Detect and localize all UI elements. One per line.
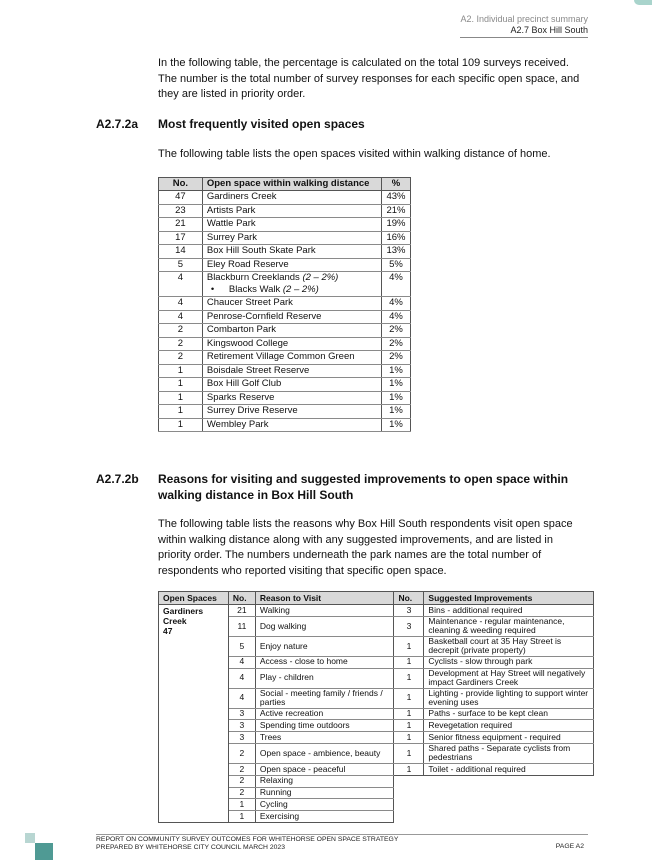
column-header-percent: %: [382, 178, 411, 191]
improvement-text: Development at Hay Street will negatively impact Gardiners Creek: [424, 668, 594, 688]
row-percent: 21%: [382, 204, 411, 218]
reason-count: 2: [228, 743, 255, 763]
reason-count: 5: [228, 636, 255, 656]
row-count: 2: [159, 351, 203, 365]
reason-count: 1: [228, 811, 255, 823]
row-percent: 13%: [382, 245, 411, 259]
table-row: [159, 324, 411, 338]
intro-paragraph: In the following table, the percentage is calculated on the total 109 surveys received. The number is the total number of survey responses for each specific open space, and they are listed in priority order.: [158, 57, 580, 100]
column-header-improvement: Suggested Improvements: [424, 592, 594, 605]
empty-cell: [424, 811, 594, 823]
improvement-count: 1: [394, 743, 424, 763]
park-name: Gardiners Creek: [163, 606, 204, 626]
table-row: [159, 337, 411, 351]
improvement-text: Cyclists - slow through park: [424, 656, 594, 668]
row-percent: 2%: [382, 351, 411, 365]
reason-count: 11: [228, 616, 255, 636]
row-count: 23: [159, 204, 203, 218]
row-percent: 1%: [382, 364, 411, 378]
row-open-space: Gardiners Creek: [202, 191, 381, 205]
improvement-text: Lighting - provide lighting to support winter evening uses: [424, 688, 594, 708]
table-row: [159, 245, 411, 259]
table-row: [159, 297, 411, 311]
column-header-open-space: Open space within walking distance: [202, 178, 381, 191]
reason-text: Running: [255, 787, 394, 799]
row-count: 2: [159, 337, 203, 351]
row-open-space: Kingswood College: [202, 337, 381, 351]
row-open-space: Chaucer Street Park: [202, 297, 381, 311]
reason-text: Open space - ambience, beauty: [255, 743, 394, 763]
table-row: [159, 391, 411, 405]
table-header-row: [159, 592, 594, 605]
reason-count: 1: [228, 799, 255, 811]
improvement-count: 1: [394, 668, 424, 688]
empty-cell: [394, 811, 424, 823]
improvement-count: 1: [394, 656, 424, 668]
table-row: [159, 204, 411, 218]
park-cell: [159, 605, 229, 823]
visited-open-spaces-table: [158, 177, 411, 432]
row-open-space: Artists Park: [202, 204, 381, 218]
reasons-improvements-table: [158, 591, 594, 823]
table-row: [159, 272, 411, 297]
footer-report-title: REPORT ON COMMUNITY SURVEY OUTCOMES FOR WHITEHORSE OPEN SPACE STRATEGY: [96, 836, 399, 843]
sub-open-space-name: Blacks Walk: [228, 284, 281, 295]
row-count: 14: [159, 245, 203, 259]
column-header-reason-no: No.: [228, 592, 255, 605]
empty-cell: [394, 799, 424, 811]
row-count: 1: [159, 391, 203, 405]
row-open-space: [202, 272, 381, 297]
row-count: 2: [159, 324, 203, 338]
section-a-title: Most frequently visited open spaces: [158, 117, 365, 131]
table-row: [159, 351, 411, 365]
row-percent: 2%: [382, 337, 411, 351]
improvement-count: 1: [394, 708, 424, 720]
reason-count: 3: [228, 732, 255, 744]
improvement-count: 1: [394, 636, 424, 656]
row-percent: 4%: [382, 272, 411, 297]
reason-text: Access - close to home: [255, 656, 394, 668]
row-count: 4: [159, 297, 203, 311]
reason-count: 2: [228, 763, 255, 775]
section-b-number: A2.7.2b: [96, 472, 139, 486]
reason-text: Open space - peaceful: [255, 763, 394, 775]
row-percent: 1%: [382, 391, 411, 405]
footer-prepared-by: PREPARED BY WHITEHORSE CITY COUNCIL MARCH 2023: [96, 844, 285, 851]
table-header-row: [159, 178, 411, 191]
improvement-count: 1: [394, 732, 424, 744]
row-open-space: Sparks Reserve: [202, 391, 381, 405]
empty-cell: [424, 787, 594, 799]
reason-count: 3: [228, 720, 255, 732]
corner-decoration: [634, 0, 652, 5]
row-open-space: Penrose-Cornfield Reserve: [202, 310, 381, 324]
sub-open-space: [207, 284, 377, 296]
reason-text: Walking: [255, 605, 394, 617]
park-count: 47: [163, 626, 173, 636]
reason-text: Trees: [255, 732, 394, 744]
reason-text: Play - children: [255, 668, 394, 688]
row-percent: 43%: [382, 191, 411, 205]
row-percent: 1%: [382, 405, 411, 419]
reason-count: 2: [228, 775, 255, 787]
column-header-reason: Reason to Visit: [255, 592, 394, 605]
improvement-text: Maintenance - regular maintenance, cleaning & weeding required: [424, 616, 594, 636]
row-percent: 2%: [382, 324, 411, 338]
row-open-space: Surrey Park: [202, 231, 381, 245]
row-open-space: Eley Road Reserve: [202, 258, 381, 272]
table-row: [159, 310, 411, 324]
bullet-icon: •: [210, 284, 215, 295]
section-a-number: A2.7.2a: [96, 117, 139, 131]
row-count: 4: [159, 272, 203, 297]
page-footer: [96, 834, 588, 852]
council-logo-square-light: [25, 833, 35, 843]
table-row: [159, 364, 411, 378]
row-count: 21: [159, 218, 203, 232]
improvement-text: Paths - surface to be kept clean: [424, 708, 594, 720]
header-subsection: A2.7 Box Hill South: [460, 25, 588, 38]
row-count: 1: [159, 405, 203, 419]
row-open-space: Surrey Drive Reserve: [202, 405, 381, 419]
header-section: A2. Individual precinct summary: [460, 14, 588, 24]
row-count: 1: [159, 364, 203, 378]
row-count: 17: [159, 231, 203, 245]
row-open-space: Wembley Park: [202, 418, 381, 432]
row-percent: 5%: [382, 258, 411, 272]
page-header: [460, 14, 588, 38]
table-row: [159, 605, 594, 617]
sub-open-space-note: (2 – 2%): [282, 284, 319, 295]
open-space-note: (2 – 2%): [302, 272, 339, 283]
improvement-count: 1: [394, 688, 424, 708]
reason-count: 3: [228, 708, 255, 720]
row-count: 1: [159, 378, 203, 392]
table-row: [159, 218, 411, 232]
row-open-space: Retirement Village Common Green: [202, 351, 381, 365]
improvement-count: 1: [394, 763, 424, 775]
improvement-count: 1: [394, 720, 424, 732]
improvement-text: Toilet - additional required: [424, 763, 594, 775]
section-b-text: The following table lists the reasons why Box Hill South respondents visit open space within walking distance along with any suggested improvements, and are listed in priority order. The numbers underneath the park names are the total number of respondents who reported visiting that specific open space.: [158, 518, 573, 577]
table-row: [159, 378, 411, 392]
row-count: 47: [159, 191, 203, 205]
open-space-name: Blackburn Creeklands: [206, 272, 300, 283]
reason-text: Relaxing: [255, 775, 394, 787]
row-percent: 1%: [382, 418, 411, 432]
reason-text: Cycling: [255, 799, 394, 811]
improvement-text: Shared paths - Separate cyclists from pedestrians: [424, 743, 594, 763]
section-a-text: The following table lists the open spaces visited within walking distance of home.: [158, 148, 551, 160]
improvement-text: Basketball court at 35 Hay Street is decrepit (private property): [424, 636, 594, 656]
improvement-text: Bins - additional required: [424, 605, 594, 617]
empty-cell: [424, 799, 594, 811]
reason-text: Spending time outdoors: [255, 720, 394, 732]
row-open-space: Combarton Park: [202, 324, 381, 338]
column-header-open-spaces: Open Spaces: [159, 592, 229, 605]
reason-text: Exercising: [255, 811, 394, 823]
page-number: PAGE A2: [555, 843, 584, 850]
column-header-improvement-no: No.: [394, 592, 424, 605]
row-open-space: Wattle Park: [202, 218, 381, 232]
row-percent: 4%: [382, 310, 411, 324]
column-header-no: No.: [159, 178, 203, 191]
row-open-space: Boisdale Street Reserve: [202, 364, 381, 378]
empty-cell: [394, 775, 424, 787]
empty-cell: [394, 787, 424, 799]
row-percent: 16%: [382, 231, 411, 245]
improvement-text: Senior fitness equipment - required: [424, 732, 594, 744]
row-count: 5: [159, 258, 203, 272]
row-count: 4: [159, 310, 203, 324]
reason-count: 4: [228, 668, 255, 688]
improvement-count: 3: [394, 605, 424, 617]
council-logo-square-dark: [35, 843, 53, 860]
reason-text: Active recreation: [255, 708, 394, 720]
improvement-text: Revegetation required: [424, 720, 594, 732]
row-percent: 1%: [382, 378, 411, 392]
row-percent: 4%: [382, 297, 411, 311]
reason-text: Social - meeting family / friends / parties: [255, 688, 394, 708]
table-row: [159, 405, 411, 419]
reason-count: 4: [228, 688, 255, 708]
row-open-space: Box Hill South Skate Park: [202, 245, 381, 259]
row-open-space: Box Hill Golf Club: [202, 378, 381, 392]
table-row: [159, 418, 411, 432]
table-row: [159, 258, 411, 272]
row-count: 1: [159, 418, 203, 432]
row-percent: 19%: [382, 218, 411, 232]
table-row: [159, 191, 411, 205]
section-b-title: Reasons for visiting and suggested improvements to open space within walking distance in Box Hill South: [158, 472, 569, 502]
reason-count: 21: [228, 605, 255, 617]
reason-text: Enjoy nature: [255, 636, 394, 656]
reason-count: 2: [228, 787, 255, 799]
reason-count: 4: [228, 656, 255, 668]
table-row: [159, 231, 411, 245]
improvement-count: 3: [394, 616, 424, 636]
empty-cell: [424, 775, 594, 787]
reason-text: Dog walking: [255, 616, 394, 636]
